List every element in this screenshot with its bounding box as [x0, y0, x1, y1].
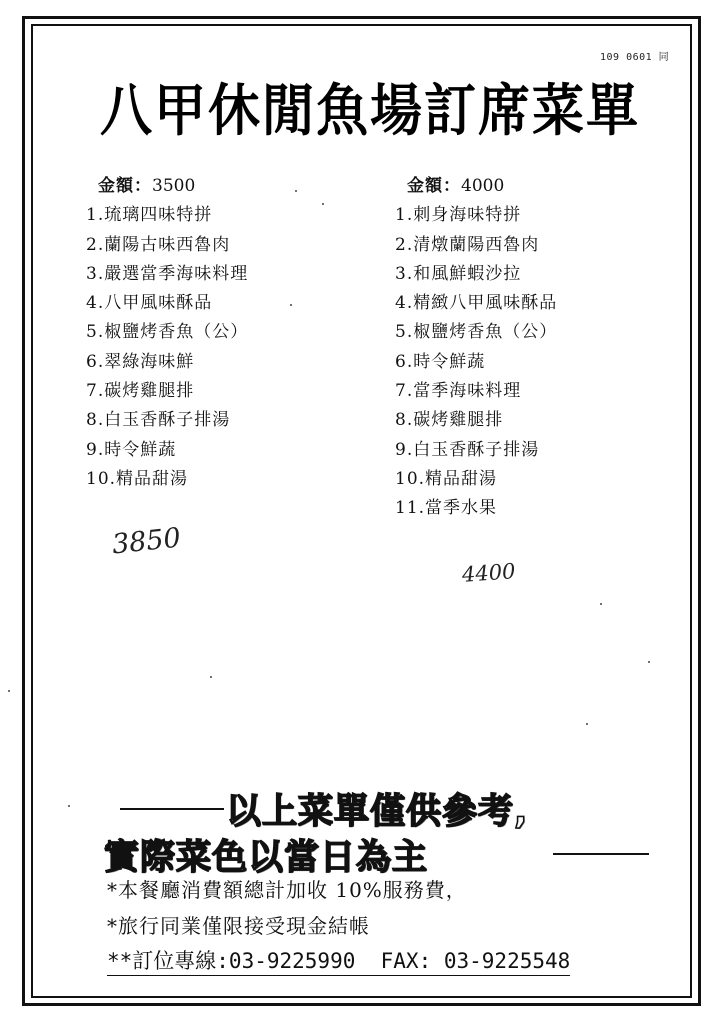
- list-item: 1.琉璃四味特拼: [86, 205, 213, 226]
- list-item: 9.時令鮮蔬: [86, 439, 177, 460]
- list-item: 6.時令鮮蔬: [395, 351, 486, 372]
- booking-contact-text: **訂位專線:03-9225990 FAX: 03-9225548: [107, 949, 571, 973]
- list-item: 5.椒鹽烤香魚（公）: [395, 322, 558, 343]
- service-fee-note: *本餐廳消費額總計加收 10%服務費，: [107, 878, 467, 902]
- list-item: 6.翠綠海味鮮: [86, 351, 195, 372]
- notice-dash-right: [553, 853, 649, 855]
- list-item: 10.精品甜湯: [86, 468, 189, 489]
- price-heading: [86, 172, 248, 201]
- list-item: 2.清燉蘭陽西魯肉: [395, 234, 540, 255]
- list-item: 3.嚴選當季海味料理: [86, 263, 249, 284]
- page-title: 八甲休閒魚場訂席菜單: [100, 79, 641, 145]
- list-item: 3.和風鮮蝦沙拉: [395, 263, 522, 284]
- price-value: 3500: [152, 176, 196, 196]
- handwritten-total-left: 3850: [110, 522, 183, 561]
- list-item: 10.精品甜湯: [395, 468, 498, 489]
- list-item: 9.白玉香酥子排湯: [395, 439, 540, 460]
- list-item: 4.八甲風味酥品: [86, 293, 213, 314]
- list-item: 4.精緻八甲風味酥品: [395, 293, 558, 314]
- handwritten-total-right: 4400: [461, 559, 517, 587]
- notice-line-2: 實際菜色以當日為主: [104, 838, 429, 878]
- menu-column-3500: [86, 172, 248, 494]
- list-item: 8.白玉香酥子排湯: [86, 410, 231, 431]
- list-item: 8.碳烤雞腿排: [395, 410, 504, 431]
- list-item: 5.椒鹽烤香魚（公）: [86, 322, 249, 343]
- menu-column-4000: [395, 172, 557, 524]
- list-item: 1.刺身海味特拼: [395, 205, 522, 226]
- notice-dash-left: [120, 808, 224, 810]
- list-item: 2.蘭陽古味西魯肉: [86, 234, 231, 255]
- list-item: 7.碳烤雞腿排: [86, 381, 195, 402]
- list-item: 11.當季水果: [395, 498, 498, 519]
- list-item: 7.當季海味料理: [395, 381, 522, 402]
- price-label: 金額：: [407, 176, 461, 196]
- price-label: 金額：: [98, 176, 152, 196]
- travel-agency-note: *旅行同業僅限接受現金結帳: [107, 914, 370, 938]
- document-code: 109 0601 同: [600, 52, 670, 63]
- price-heading: [395, 172, 557, 201]
- scan-speck: [8, 690, 10, 692]
- booking-contact-line: [107, 945, 570, 976]
- notice-line-1: 以上菜單僅供參考,: [226, 792, 529, 832]
- price-value: 4000: [461, 176, 505, 196]
